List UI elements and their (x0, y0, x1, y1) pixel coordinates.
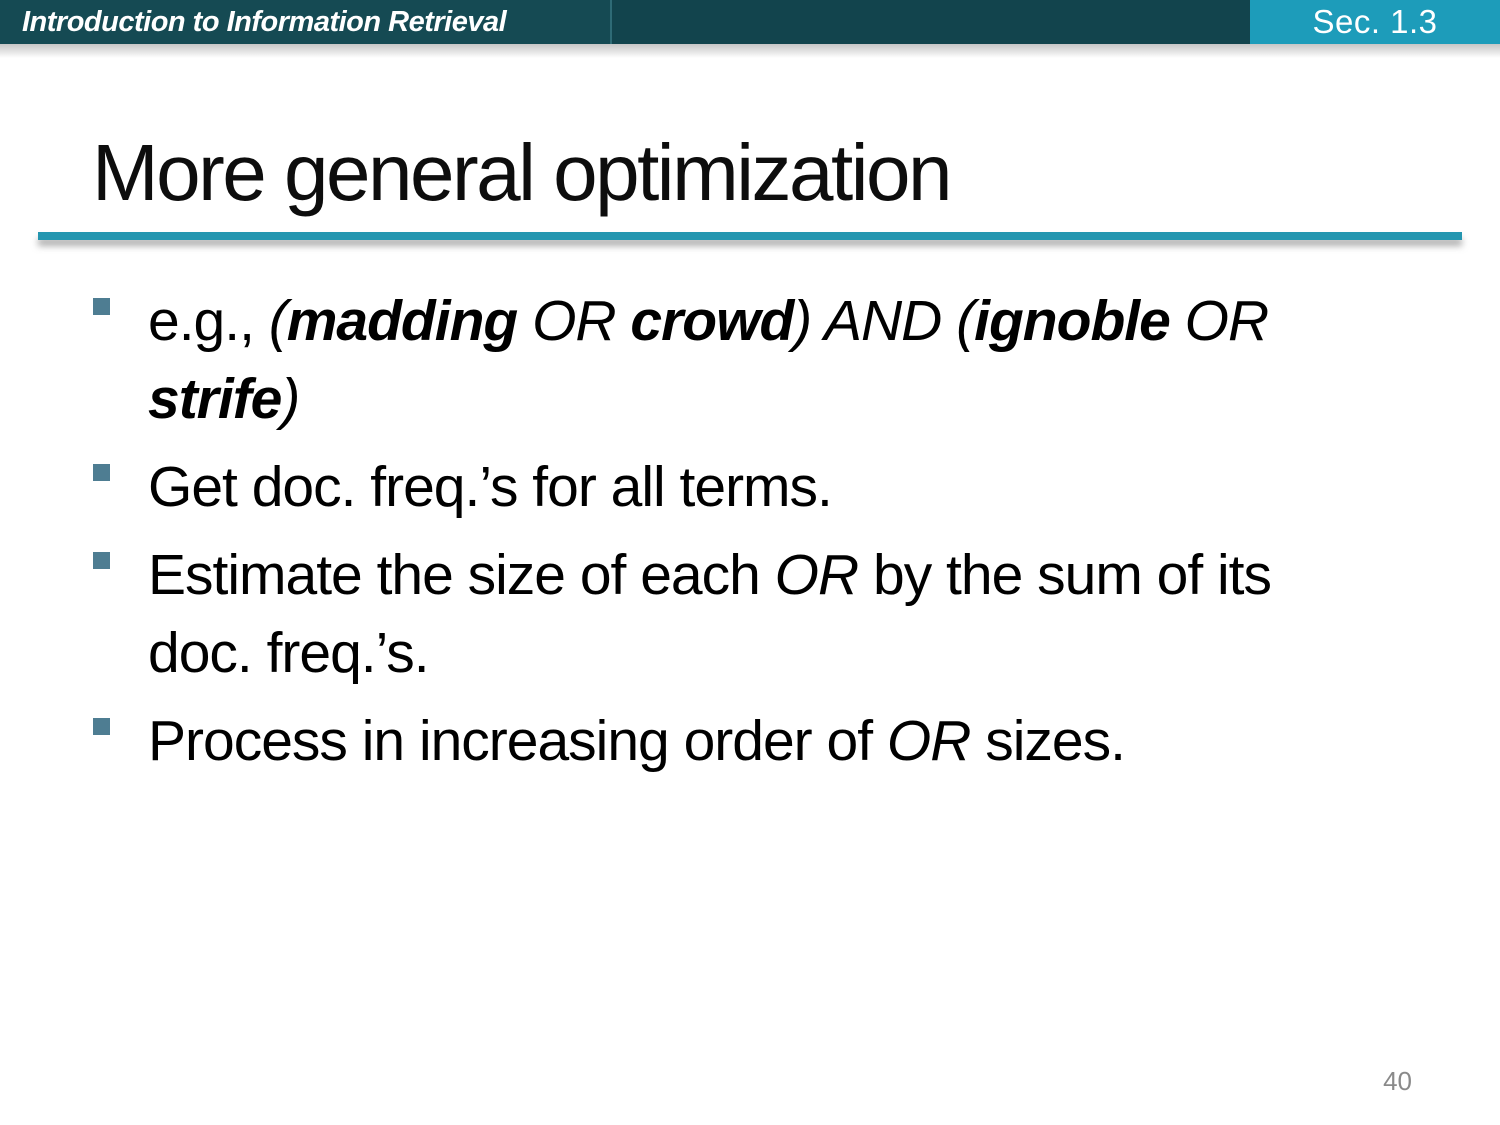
bullet-item (93, 702, 1438, 780)
bullet-square-icon (93, 298, 110, 315)
header-bar (0, 0, 1500, 44)
course-title: Introduction to Information Retrieval (22, 5, 507, 38)
bullet-text: Get doc. freq.’s for all terms. (148, 455, 832, 519)
bullet-square-icon (93, 464, 110, 481)
bullet-square-icon (93, 718, 110, 735)
header-shadow (0, 44, 1500, 58)
bullet-item (93, 536, 1438, 692)
bullet-text: Estimate the size of each OR by the sum of its doc. freq.’s. (148, 543, 1272, 685)
section-badge-label: Sec. 1.3 (1312, 3, 1438, 40)
bullet-square-icon (93, 552, 110, 569)
page-title: More general optimization (92, 128, 950, 217)
bullet-text: Process in increasing order of OR sizes. (148, 709, 1125, 773)
bullet-text: e.g., (madding OR crowd) AND (ignoble OR strife) (148, 289, 1269, 431)
section-badge (1250, 0, 1500, 44)
page-number: 40 (1383, 1066, 1412, 1096)
bullet-item (93, 448, 1438, 526)
bullet-list (93, 282, 1438, 790)
bullet-item (93, 282, 1438, 438)
title-underline (38, 232, 1462, 240)
header-bar-left-segment (0, 0, 612, 44)
